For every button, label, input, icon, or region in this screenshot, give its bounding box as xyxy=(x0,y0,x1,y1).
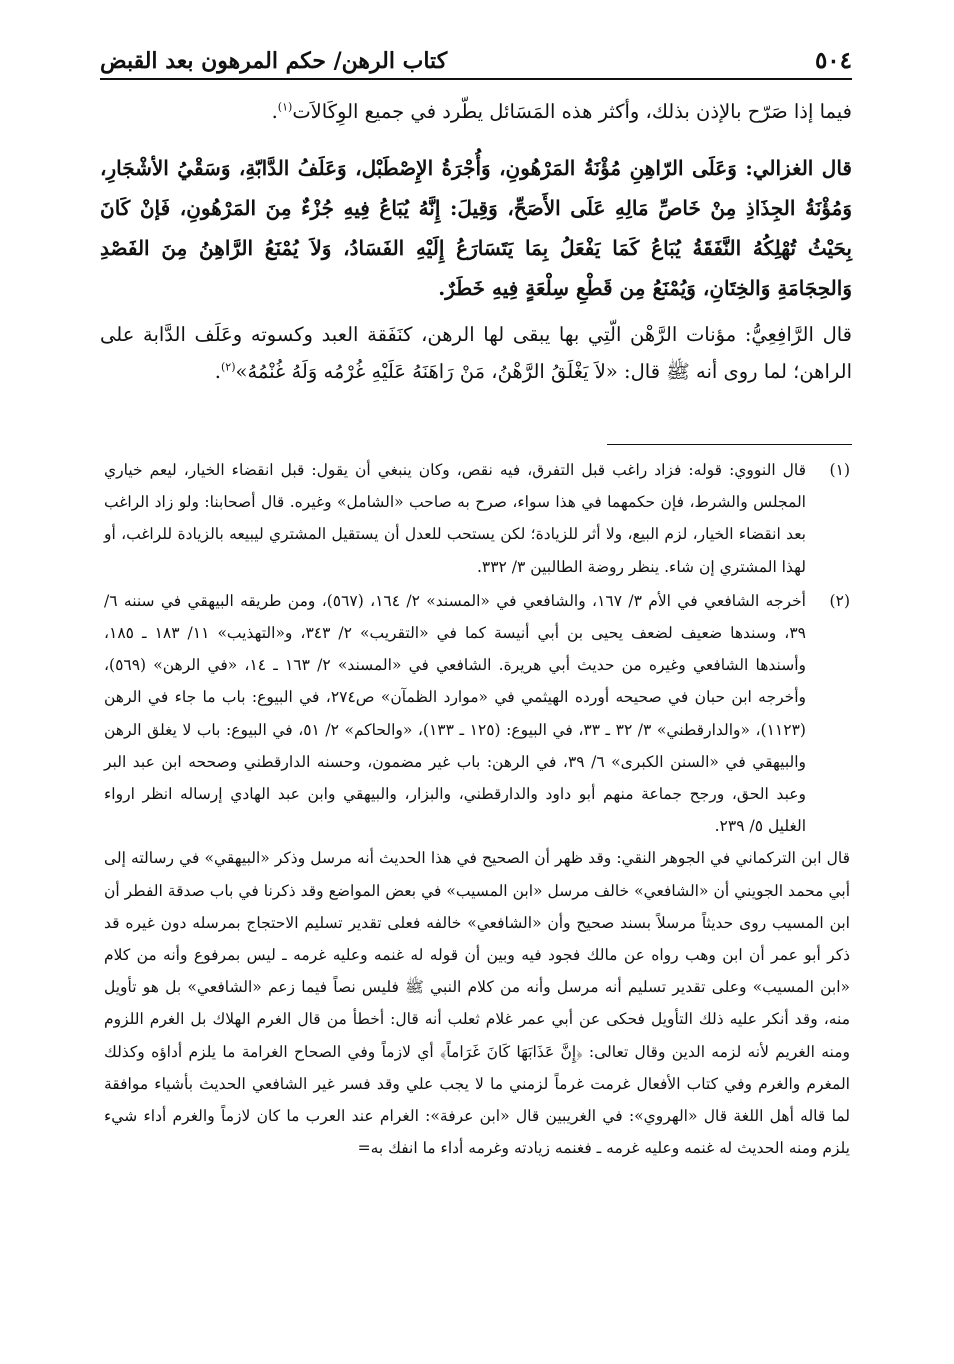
end-dot-2: . xyxy=(214,360,221,383)
end-dot: . xyxy=(271,100,278,123)
page-number: ٥٠٤ xyxy=(814,47,852,74)
footnote-number: (١) xyxy=(829,461,850,479)
main-text xyxy=(100,92,852,390)
header-rule xyxy=(100,78,852,80)
paragraph-1 xyxy=(100,92,852,132)
footnote-ref-1: (١) xyxy=(277,100,293,114)
paragraph-rafii xyxy=(100,316,852,390)
footnote-2 xyxy=(104,585,850,843)
footnote-text: أخرجه الشافعي في الأم ٣/ ١٦٧، والشافعي في «المسند» ٢/ ١٦٤، (٥٦٧)، ومن طريقه البيهقي في سننه ٦/ ٣٩، وسندها ضعيف لضعف يحيى بن أبي أنيسة كما في «التقريب» ٢/ ٣٤٣، و«التهذيب» ١١/ ١٨٣ ـ ١٨٥، وأسندها الشافعي وغيره من حديث أبي هريرة. الشافعي في «المسند» ٢/ ١٦٣ ـ ١٤، «في الرهن» (٥٦٩)، وأخرجه ابن حبان في صحيحه أورده الهيثمي في «موارد الظمآن» ص٢٧٤، في البيوع: باب ما جاء في الرهن (١١٢٣)، «والدارقطني» ٣/ ٣٢ ـ ٣٣، في البيوع: (١٢٥ ـ ١٣٣)، «والحاكم» ٢/ ٥١، في البيوع: باب لا يغلق الرهن والبيهقي في «السنن الكبرى» ٦/ ٣٩، في الرهن: باب غير مضمون، وحسنه الدارقطني وصححه ابن عبد البر وعبد الحق، ورجح جماعة منهم أبو داود والدارقطني، والبزار، والبيهقي وابن عبد الهادي إرساله انظر ارواء الغليل ٥/ ٢٣٩. xyxy=(104,591,807,836)
running-title: كتاب الرهن/ حكم المرهون بعد القبض xyxy=(100,48,448,74)
footnotes xyxy=(104,454,850,1164)
page-header xyxy=(100,34,852,74)
footnote-continuation: قال ابن التركماني في الجوهر النقي: وقد ظهر أن الصحيح في هذا الحديث أنه مرسل وذكر «البيهقي» في رسالته إلى أبي محمد الجويني أن «الشافعي» خالف مرسل «ابن المسيب» في بعض المواضع وقد ذكرنا في باب صدقة الفطر أن ابن المسيب روى حديثاً مرسلاً بسند صحيح وأن «الشافعي» خالفه فعلى تقدير تسليم الاحتجاج بمرسله دون غيره قد ذكر أبو عمر أن ابن وهب رواه عن مالك فجود فيه وبين أن قوله له غنمه وعليه غرمه ـ ليس بمرفوع وأنه من كلام «ابن المسيب» وعلى تقدير تسليم أنه مرسل وأنه من كلام النبي ﷺ فليس نصاً فيما زعم «الشافعي» بل هو تأويل منه، وقد أنكر عليه ذلك التأويل فحكى عن أبي عمر غلام ثعلب أنه قال: أخطأ من قال الغرم الهلاك بل الغرم اللزوم ومنه الغريم لأنه لزمه الدين وقال تعالى: ﴿إِنَّ عَذَابَهَا كَانَ غَرَاماً﴾ أي لازماً وفي الصحاح الغرامة ما يلزم أداؤه وكذلك المغرم والغرم وفي كتاب الأفعال غرمت غرماً لزمني ما لا يجب علي وقد فسر غير الشافعي الحديث بأشياء موافقة لما قاله أهل اللغة قال «الهروي»: في الغريبين قال «ابن عرفة»: الغرام عند العرب ما كان لازماً والغرم أداء شيء يلزم ومنه الحديث له غنمه وعليه غرمه ـ فغنمه زيادته وغرمه أداء ما انفك به= xyxy=(104,849,850,1158)
footnote-text: قال النووي: قوله: فزاد راغب قبل التفرق، فيه نقص، وكان ينبغي أن يقول: قبل انقضاء الخيار، ليعم خياري المجلس والشرط، فإن حكمهما في هذا سواء، صرح به صاحب «الشامل» وغيره. قال أصحابنا: ولو زاد الراغب بعد انقضاء الخيار، لزم البيع، ولا أثر للزيادة؛ لكن يستحب للعدل أن يستقيل المشتري ليبيعه بالزيادة للراغب، أو لهذا المشتري إن شاء. ينظر روضة الطالبين ٣/ ٣٣٢. xyxy=(104,461,807,576)
footnote-separator xyxy=(607,444,852,445)
paragraph-ghazali: قال الغزالي: وَعَلَى الرّاهِنِ مُؤْنَةُ المَرْهُونِ، وَأُجْرَةُ الإِصْطَبْل، وَعَلَفُ الدَّابّةِ، وَسَقْيُ الأشْجَارِ، وَمُؤْنَةُ الجِذَاذِ مِنْ خَاصِّ مَالِهِ عَلَى الأَصَحِّ، وَقِيلَ: إِنَّهُ يُبَاعُ فِيهِ جُزْءٌ مِنَ المَرْهُونِ، فَإنْ كَانَ بِحَيْثُ تُهْلِكُهُ النَّفَقَةُ يُبَاعُ كَمَا يَفْعَلُ بِمَا يَتَسَارَعُ إِلَيْهِ الفَسَادُ، وَلاَ يُمْنَعُ الرَّاهِنُ مِنَ الفَصْدِ وَالحِجَامَةِ وَالخِتَانِ، وَيُمْنَعُ مِن قَطْعِ سِلْعَةٍ فِيهِ خَطَرٌ. xyxy=(100,156,852,300)
footnote-1 xyxy=(104,454,850,583)
paragraph-1-text: فيما إذا صَرّح بالإذن بذلك، وأكثر هذه المَسَائل يطّرد في جميع الوِكَالاَت xyxy=(292,100,852,123)
paragraph-rafii-text: قال الرَّافِعِيُّ: مؤنات الرَّهْن الّتِي بها يبقى لها الرهن، كنَفَقة العبد وكسوته وعَلَف الدَّابة على الراهن؛ لما روى أنه ﷺ قال: «لاَ يَغْلَقُ الرَّهْنُ، مَنْ رَاهَنَهُ عَلَيْهِ غُرْمُه وَلَهُ غُنْمُهُ» xyxy=(100,323,852,383)
footnote-ref-2: (٢) xyxy=(221,360,236,374)
footnote-number: (٢) xyxy=(829,591,850,610)
